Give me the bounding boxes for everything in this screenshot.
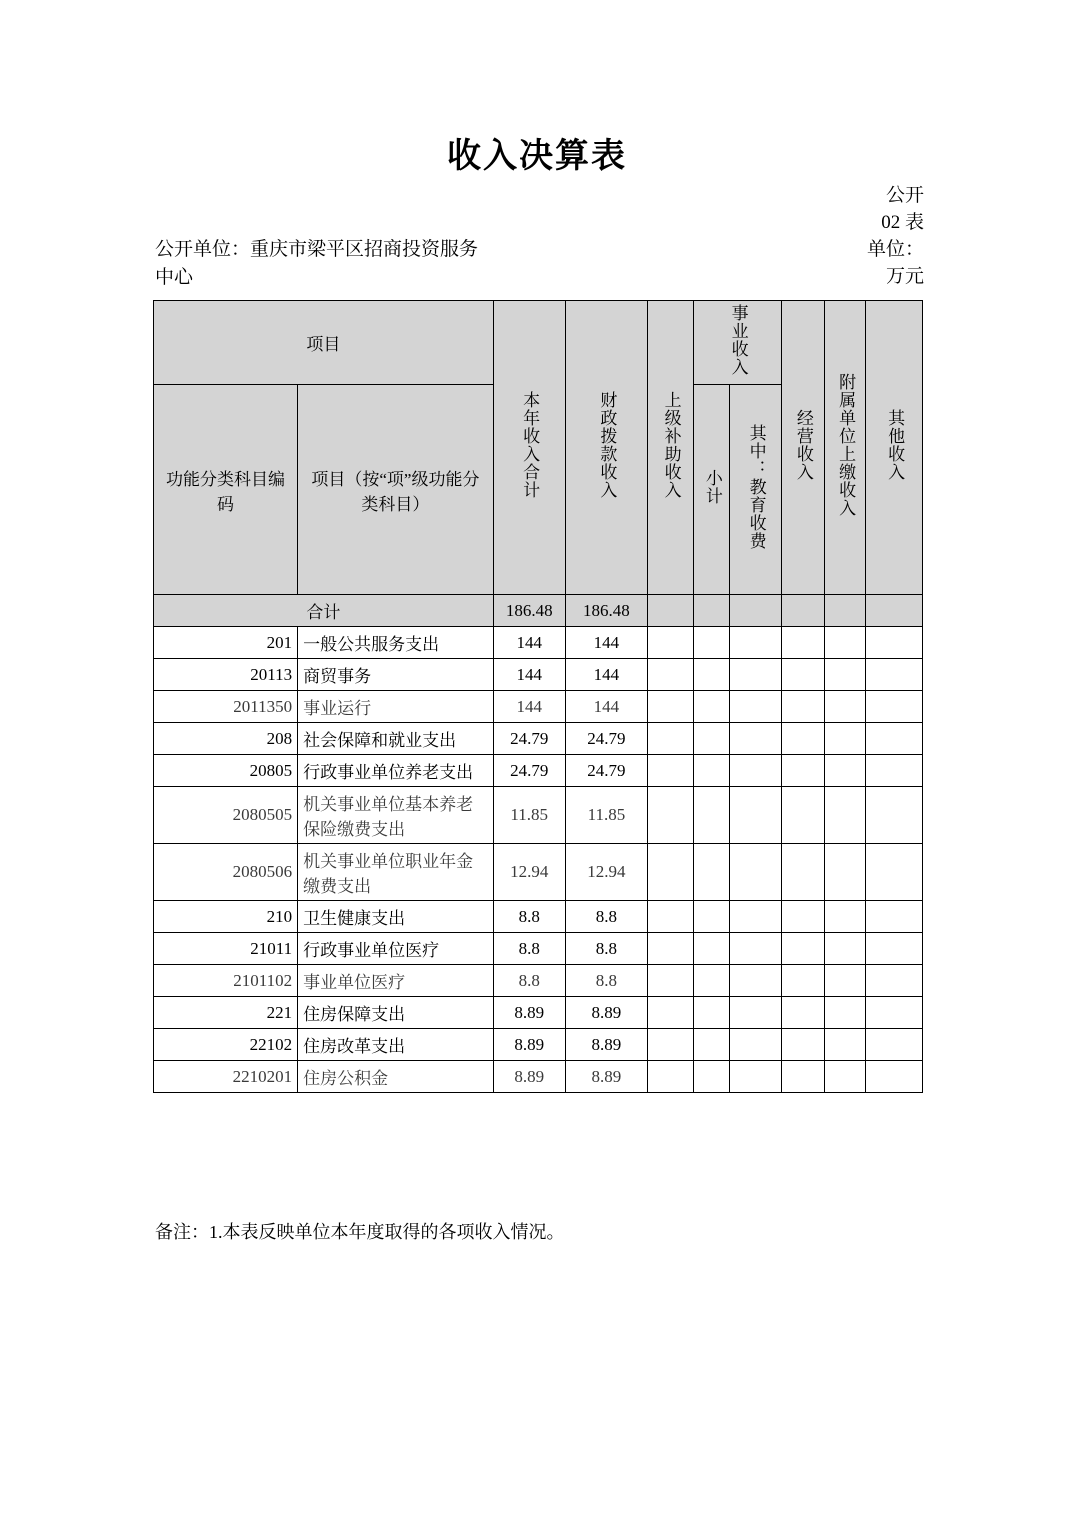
row-other	[866, 755, 923, 787]
row-superior	[648, 787, 694, 844]
row-business	[781, 1029, 824, 1061]
row-subtotal	[694, 1029, 730, 1061]
table-row	[154, 901, 923, 933]
row-year-total: 24.79	[493, 755, 565, 787]
row-function-code: 2080505	[154, 787, 298, 844]
row-year-total: 12.94	[493, 844, 565, 901]
row-business	[781, 755, 824, 787]
total-label: 合计	[154, 595, 494, 627]
table-row	[154, 627, 923, 659]
row-project-name: 事业单位医疗	[298, 965, 494, 997]
header-year-total-label: 本年收入合计	[520, 391, 540, 499]
row-fiscal: 8.89	[565, 997, 647, 1029]
table-row-total	[154, 595, 923, 627]
row-fiscal: 8.8	[565, 933, 647, 965]
row-fiscal: 11.85	[565, 787, 647, 844]
row-business	[781, 965, 824, 997]
row-project-name: 社会保障和就业支出	[298, 723, 494, 755]
row-project-name: 机关事业单位职业年金缴费支出	[298, 844, 494, 901]
table-row	[154, 1061, 923, 1093]
row-subtotal	[694, 965, 730, 997]
row-other	[866, 627, 923, 659]
row-edu-fee	[730, 933, 781, 965]
header-fiscal-label: 财政拨款收入	[597, 391, 617, 499]
row-fiscal: 12.94	[565, 844, 647, 901]
table-row	[154, 997, 923, 1029]
row-other	[866, 1061, 923, 1093]
row-affiliate	[825, 659, 866, 691]
header-project-group: 项目	[154, 301, 494, 385]
row-business	[781, 997, 824, 1029]
header-project-name: 项目（按“项”级功能分类科目）	[298, 385, 494, 595]
public-form-label	[804, 182, 924, 290]
row-subtotal	[694, 755, 730, 787]
row-superior	[648, 1029, 694, 1061]
row-edu-fee	[730, 1061, 781, 1093]
total-year-total: 186.48	[493, 595, 565, 627]
row-project-name: 住房改革支出	[298, 1029, 494, 1061]
table-body	[154, 595, 923, 1093]
row-affiliate	[825, 965, 866, 997]
row-business	[781, 933, 824, 965]
row-other	[866, 997, 923, 1029]
row-edu-fee	[730, 997, 781, 1029]
row-business	[781, 659, 824, 691]
row-year-total: 8.89	[493, 1061, 565, 1093]
row-function-code: 221	[154, 997, 298, 1029]
row-year-total: 144	[493, 627, 565, 659]
row-superior	[648, 997, 694, 1029]
row-other	[866, 1029, 923, 1061]
row-affiliate	[825, 723, 866, 755]
row-other	[866, 723, 923, 755]
row-affiliate	[825, 901, 866, 933]
row-edu-fee	[730, 901, 781, 933]
page-title: 收入决算表	[447, 138, 627, 175]
total-fiscal: 186.48	[565, 595, 647, 627]
header-superior-label: 上级补助收入	[661, 391, 681, 499]
row-affiliate	[825, 997, 866, 1029]
row-project-name: 卫生健康支出	[298, 901, 494, 933]
row-fiscal: 144	[565, 659, 647, 691]
row-year-total: 8.89	[493, 997, 565, 1029]
table-header	[154, 301, 923, 595]
total-superior	[648, 595, 694, 627]
row-edu-fee	[730, 659, 781, 691]
total-business	[781, 595, 824, 627]
row-subtotal	[694, 691, 730, 723]
row-superior	[648, 965, 694, 997]
row-project-name: 机关事业单位基本养老保险缴费支出	[298, 787, 494, 844]
row-function-code: 208	[154, 723, 298, 755]
row-other	[866, 965, 923, 997]
income-final-accounts-table	[153, 300, 923, 1093]
row-edu-fee	[730, 787, 781, 844]
row-superior	[648, 933, 694, 965]
total-subtotal	[694, 595, 730, 627]
row-function-code: 210	[154, 901, 298, 933]
header-fiscal-appropriation	[565, 301, 647, 595]
row-function-code: 2011350	[154, 691, 298, 723]
row-affiliate	[825, 627, 866, 659]
row-fiscal: 144	[565, 691, 647, 723]
header-function-code: 功能分类科目编码	[154, 385, 298, 595]
row-subtotal	[694, 627, 730, 659]
row-business	[781, 901, 824, 933]
row-superior	[648, 627, 694, 659]
row-other	[866, 691, 923, 723]
row-year-total: 144	[493, 659, 565, 691]
table-row	[154, 723, 923, 755]
row-affiliate	[825, 787, 866, 844]
header-education-fee	[730, 385, 781, 595]
unit-label: 公开单位：重庆市梁平区招商投资服务中心	[155, 239, 479, 288]
table-row	[154, 755, 923, 787]
row-other	[866, 901, 923, 933]
header-career-income-label: 事业收入	[728, 304, 748, 376]
header-business-label: 经营收入	[793, 409, 813, 481]
row-other	[866, 659, 923, 691]
row-fiscal: 8.8	[565, 901, 647, 933]
header-affiliate-income	[825, 301, 866, 595]
table-row	[154, 691, 923, 723]
row-subtotal	[694, 901, 730, 933]
row-edu-fee	[730, 723, 781, 755]
row-function-code: 21011	[154, 933, 298, 965]
row-function-code: 20805	[154, 755, 298, 787]
header-education-fee-label: 其中：教育收费	[746, 424, 766, 550]
row-function-code: 2210201	[154, 1061, 298, 1093]
row-business	[781, 691, 824, 723]
row-business	[781, 723, 824, 755]
header-career-income-group	[694, 301, 781, 385]
row-year-total: 8.89	[493, 1029, 565, 1061]
row-function-code: 2080506	[154, 844, 298, 901]
row-business	[781, 1061, 824, 1093]
public-label-line-2: 02 表	[881, 212, 924, 233]
row-affiliate	[825, 844, 866, 901]
row-fiscal: 8.8	[565, 965, 647, 997]
header-subtotal	[694, 385, 730, 595]
row-project-name: 一般公共服务支出	[298, 627, 494, 659]
row-affiliate	[825, 1029, 866, 1061]
table-row	[154, 965, 923, 997]
table-row	[154, 787, 923, 844]
row-superior	[648, 659, 694, 691]
table-row	[154, 659, 923, 691]
row-subtotal	[694, 844, 730, 901]
row-superior	[648, 844, 694, 901]
header-subtotal-label: 小计	[702, 469, 722, 505]
header-other-label: 其他收入	[885, 409, 905, 481]
row-other	[866, 787, 923, 844]
header-affiliate-label: 附属单位上缴收入	[836, 373, 856, 517]
row-edu-fee	[730, 1029, 781, 1061]
row-fiscal: 24.79	[565, 723, 647, 755]
row-business	[781, 627, 824, 659]
row-function-code: 20113	[154, 659, 298, 691]
row-edu-fee	[730, 965, 781, 997]
row-year-total: 144	[493, 691, 565, 723]
row-other	[866, 933, 923, 965]
row-other	[866, 844, 923, 901]
row-project-name: 行政事业单位养老支出	[298, 755, 494, 787]
header-year-total	[493, 301, 565, 595]
row-affiliate	[825, 691, 866, 723]
row-project-name: 行政事业单位医疗	[298, 933, 494, 965]
row-subtotal	[694, 933, 730, 965]
row-subtotal	[694, 1061, 730, 1093]
row-fiscal: 24.79	[565, 755, 647, 787]
row-subtotal	[694, 659, 730, 691]
row-affiliate	[825, 755, 866, 787]
header-business-income	[781, 301, 824, 595]
row-project-name: 商贸事务	[298, 659, 494, 691]
row-project-name: 住房保障支出	[298, 997, 494, 1029]
row-fiscal: 8.89	[565, 1029, 647, 1061]
row-function-code: 201	[154, 627, 298, 659]
public-label-line-1: 公开	[885, 185, 924, 206]
row-superior	[648, 1061, 694, 1093]
table-row	[154, 844, 923, 901]
header-superior-subsidy	[648, 301, 694, 595]
row-project-name: 事业运行	[298, 691, 494, 723]
row-edu-fee	[730, 627, 781, 659]
row-edu-fee	[730, 755, 781, 787]
row-affiliate	[825, 933, 866, 965]
row-year-total: 24.79	[493, 723, 565, 755]
total-other	[866, 595, 923, 627]
row-business	[781, 787, 824, 844]
row-year-total: 8.8	[493, 965, 565, 997]
public-label-line-4: 万元	[885, 266, 924, 287]
total-affiliate	[825, 595, 866, 627]
row-fiscal: 8.89	[565, 1061, 647, 1093]
row-fiscal: 144	[565, 627, 647, 659]
row-subtotal	[694, 997, 730, 1029]
table-row	[154, 933, 923, 965]
row-superior	[648, 755, 694, 787]
row-year-total: 8.8	[493, 933, 565, 965]
public-label-line-3: 单位：	[866, 239, 924, 260]
row-project-name: 住房公积金	[298, 1061, 494, 1093]
row-function-code: 22102	[154, 1029, 298, 1061]
table-header-row-1	[154, 301, 923, 385]
row-affiliate	[825, 1061, 866, 1093]
row-superior	[648, 723, 694, 755]
row-subtotal	[694, 723, 730, 755]
row-function-code: 2101102	[154, 965, 298, 997]
row-subtotal	[694, 787, 730, 844]
row-year-total: 11.85	[493, 787, 565, 844]
row-business	[781, 844, 824, 901]
row-superior	[648, 691, 694, 723]
total-edu-fee	[730, 595, 781, 627]
row-edu-fee	[730, 844, 781, 901]
table-row	[154, 1029, 923, 1061]
row-edu-fee	[730, 691, 781, 723]
row-year-total: 8.8	[493, 901, 565, 933]
table-note: 备注：1.本表反映单位本年度取得的各项收入情况。	[155, 1222, 565, 1242]
header-other-income	[866, 301, 923, 595]
row-superior	[648, 901, 694, 933]
